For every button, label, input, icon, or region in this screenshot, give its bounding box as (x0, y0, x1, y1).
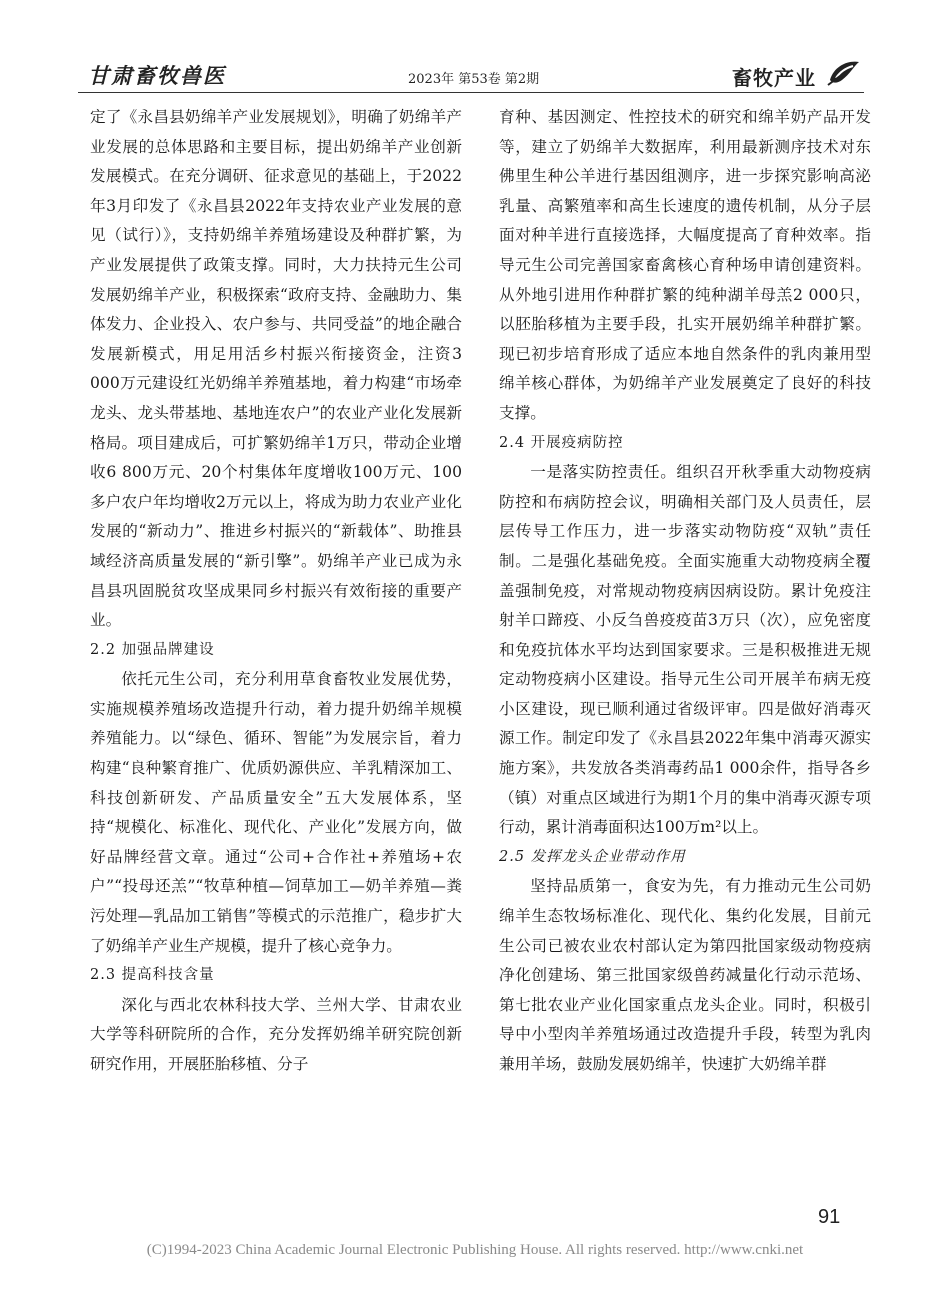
paragraph: 依托元生公司，充分利用草食畜牧业发展优势，实施规模养殖场改造提升行动，着力提升奶绵羊规模养殖能力。以“绿色、循环、智能”为发展宗旨，着力构建“良种繁育推广、优质奶源供应、羊乳精深加工、科技创新研发、产品质量安全”五大发展体系，坚持“规模化、标准化、现代化、产业化”发展方向，做好品牌经营文章。通过“公司+合作社+养殖场+农户”“投母还羔”“牧草种植—饲草加工—奶羊养殖—粪污处理—乳品加工销售”等模式的示范推广，稳步扩大了奶绵羊产业生产规模，提升了核心竞争力。 (90, 670, 462, 955)
paragraph: 坚持品质第一，食安为先，有力推动元生公司奶绵羊生态牧场标准化、现代化、集约化发展，目前元生公司已被农业农村部认定为第四批国家级动物疫病净化创建场、第三批国家级兽药减量化行动示范场、第七批农业产业化国家重点龙头企业。同时，积极引导中小型肉羊养殖场通过改造提升手段，转型为乳肉兼用羊场，鼓励发展奶绵羊，快速扩大奶绵羊群 (499, 877, 871, 1073)
journal-name: 甘肃畜牧兽医 (88, 63, 226, 88)
page-number: 91 (818, 1206, 841, 1228)
right-column (499, 103, 871, 1080)
paragraph: 定了《永昌县奶绵羊产业发展规划》，明确了奶绵羊产业发展的总体思路和主要目标，提出奶绵羊产业创新发展模式。在充分调研、征求意见的基础上，于2022年3月印发了《永昌县2022年支持农业产业发展的意见（试行）》，支持奶绵羊养殖场建设及种群扩繁，为产业发展提供了政策支撑。同时，大力扶持元生公司发展奶绵羊产业，积极探索“政府支持、金融助力、集体发力、企业投入、农户参与、共同受益”的地企融合发展新模式，用足用活乡村振兴衔接资金，注资3 000万元建设红光奶绵羊养殖基地，着力构建“市场牵龙头、龙头带基地、基地连农户”的农业产业化发展新格局。项目建成后，可扩繁奶绵羊1万只，带动企业增收6 800万元、20个村集体年度增收100万元、100多户农户年均增收2万元以上，将成为助力农业产业化发展的“新动力”、推进乡村振兴的“新载体”、助推县域经济高质量发展的“新引擎”。奶绵羊产业已成为永昌县巩固脱贫攻坚成果同乡村振兴有效衔接的重要产业。 (90, 108, 462, 630)
issue-info: 2023年 第53卷 第2期 (408, 72, 540, 87)
left-column (90, 103, 462, 1080)
copyright-footer: (C)1994-2023 China Academic Journal Electronic Publishing House. All rights reserved. http://www.cnki.net (146, 1242, 804, 1258)
paragraph: 深化与西北农林科技大学、兰州大学、甘肃农业大学等科研院所的合作，充分发挥奶绵羊研究院创新研究作用，开展胚胎移植、分子 (90, 995, 462, 1073)
header-rule (78, 92, 864, 93)
section-title: 畜牧产业 (732, 66, 816, 90)
paragraph: 育种、基因测定、性控技术的研究和绵羊奶产品开发等，建立了奶绵羊大数据库，利用最新测序技术对东佛里生种公羊进行基因组测序，进一步探究影响高泌乳量、高繁殖率和高生长速度的遗传机制，从分子层面对种羊进行直接选择，大幅度提高了育种效率。指导元生公司完善国家畜禽核心育种场申请创建资料。从外地引进用作种群扩繁的纯种湖羊母羔2 000只，以胚胎移植为主要手段，扎实开展奶绵羊种群扩繁。现已初步培育形成了适应本地自然条件的乳肉兼用型绵羊核心群体，为奶绵羊产业发展奠定了良好的科技支撑。 (499, 108, 871, 422)
section-heading-2-3: 2.3 提高科技含量 (90, 967, 215, 984)
journal-logo-icon (826, 58, 862, 88)
page-header (78, 58, 868, 92)
section-heading-2-2: 2.2 加强品牌建设 (90, 641, 215, 658)
section-heading-2-5: 2.5 发挥龙头企业带动作用 (499, 848, 686, 865)
paragraph: 一是落实防控责任。组织召开秋季重大动物疫病防控和布病防控会议，明确相关部门及人员责任，层层传导工作压力，进一步落实动物防疫“双轨”责任制。二是强化基础免疫。全面实施重大动物疫病全覆盖强制免疫，对常规动物疫病因病设防。累计免疫注射羊口蹄疫、小反刍兽疫疫苗3万只（次），应免密度和免疫抗体水平均达到国家要求。三是积极推进无规定动物疫病小区建设。指导元生公司开展羊布病无疫小区建设，现已顺利通过省级评审。四是做好消毒灭源工作。制定印发了《永昌县2022年集中消毒灭源实施方案》，共发放各类消毒药品1 000余件，指导各乡（镇）对重点区域进行为期1个月的集中消毒灭源专项行动，累计消毒面积达100万m²以上。 (499, 463, 871, 837)
section-heading-2-4: 2.4 开展疫病防控 (499, 434, 624, 451)
